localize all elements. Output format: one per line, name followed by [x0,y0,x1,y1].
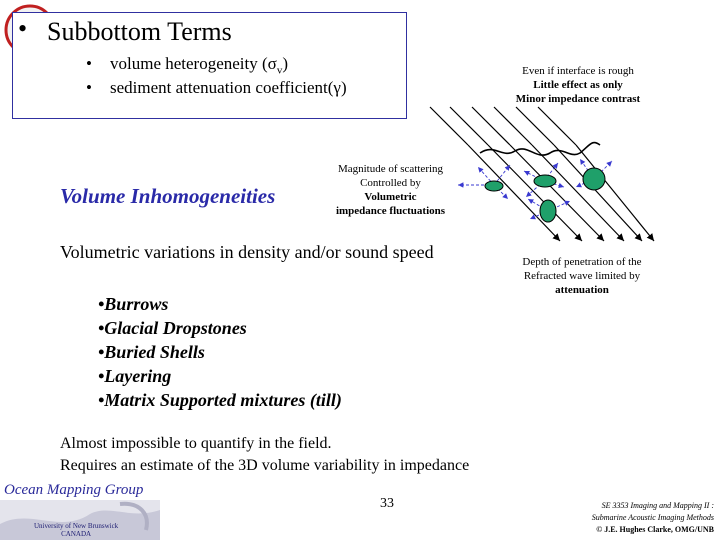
body-line-1: Almost impossible to quantify in the field. [60,435,332,452]
incident-ray [450,107,488,145]
subitem-volume-heterogeneity: volume heterogeneity $(\sigma_v)$ [110,54,289,77]
incident-ray [516,107,554,145]
list-item: •Matrix Supported mixtures (till) [98,390,342,410]
example-list [98,292,342,412]
page-number: 33 [380,496,394,511]
refracted-ray [576,145,654,241]
annotation-depth: Depth of penetration of the Refracted wave limited by attenuation [522,256,642,296]
ocean-mapping-group-logo-text: Ocean Mapping Group [4,482,144,498]
volumetric-statement: Volumetric variations in density and/or sound speed [60,242,434,262]
body-line-2: Requires an estimate of the 3D volume variability in impedance [60,457,470,474]
scatterer-ellipse [583,168,605,190]
incident-ray [494,107,532,145]
section-heading: Volume Inhomogeneities [60,184,276,208]
refracted-ray [510,145,604,241]
list-item: •Burrows [98,294,169,314]
annotation-magnitude: Magnitude of scattering Controlled by Volumetric impedance fluctuations [335,163,446,217]
title-bullet: • [18,14,28,43]
list-item: •Buried Shells [98,342,205,362]
subitem-attenuation: sediment attenuation coefficient(γ) [110,78,347,97]
subitem-bullet: • [86,54,92,73]
subitem-bullet: • [86,78,92,97]
scatterer-ellipse [485,181,503,191]
incident-ray [538,107,576,145]
scattering-diagram [420,95,720,255]
incident-ray [472,107,510,145]
slide-title: Subbottom Terms [47,17,232,46]
course-credit: SE 3353 Imaging and Mapping II : Submarine Acoustic Imaging Methods © J.E. Hughes Clarke, OMG/UNB [591,501,714,534]
list-item: •Layering [98,366,172,386]
scatterer-ellipse [540,200,556,222]
annotation-rough-interface: Even if interface is rough Little effect as only Minor impedance contrast [515,65,641,105]
unb-label: University of New Brunswick CANADA [34,522,119,538]
list-item: •Glacial Dropstones [98,318,247,338]
scatterer-ellipse [534,175,556,187]
incident-ray [430,107,468,145]
